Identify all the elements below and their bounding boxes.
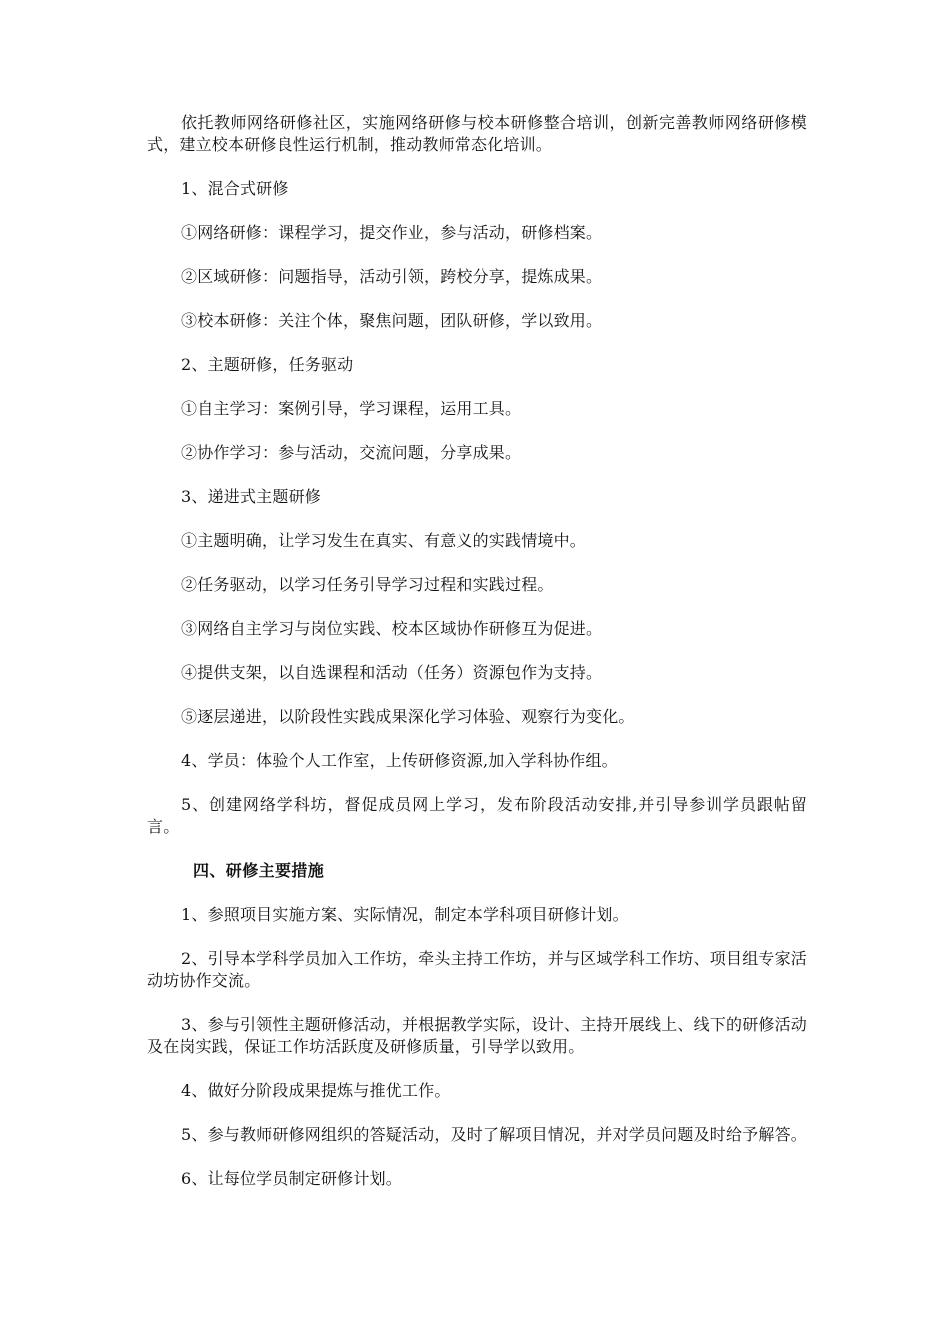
measure-item: 2、引导本学科学员加入工作坊，牵头主持工作坊，并与区域学科工作坊、项目组专家活动坊协作交流。 [147,949,807,990]
item-self-learning: ①自主学习：案例引导，学习课程，运用工具。 [181,399,522,418]
item-create-workshop: 5、创建网络学科坊，督促成员网上学习，发布阶段活动安排,并引导参训学员跟帖留言。 [147,795,807,836]
measure-item: 4、做好分阶段成果提炼与推优工作。 [181,1081,451,1100]
item-clear-theme: ①主题明确，让学习发生在真实、有意义的实践情境中。 [181,531,587,550]
section-heading: 四、研修主要措施 [193,861,325,880]
item-step-by-step: ⑤逐层递进，以阶段性实践成果深化学习体验、观察行为变化。 [181,707,635,726]
item-collab-learning: ②协作学习：参与活动，交流问题，分享成果。 [181,443,522,462]
item-students: 4、学员：体验个人工作室，上传研修资源,加入学科协作组。 [181,751,618,770]
item-theme-research: 2、主题研修，任务驱动 [181,355,354,374]
item-mutual-promotion: ③网络自主学习与岗位实践、校本区域协作研修互为促进。 [181,619,603,638]
item-support: ④提供支架，以自选课程和活动（任务）资源包作为支持。 [181,663,603,682]
item-mixed-research: 1、混合式研修 [181,179,289,198]
measure-item: 1、参照项目实施方案、实际情况，制定本学科项目研修计划。 [181,905,629,924]
measure-item: 5、参与教师研修网组织的答疑活动，及时了解项目情况，并对学员问题及时给予解答。 [181,1125,807,1144]
document-body [147,112,807,1212]
item-regional-research: ②区域研修：问题指导，活动引领，跨校分享，提炼成果。 [181,267,603,286]
item-progressive-research: 3、递进式主题研修 [181,487,321,506]
item-online-research: ①网络研修：课程学习，提交作业，参与活动，研修档案。 [181,223,603,242]
intro-paragraph: 依托教师网络研修社区，实施网络研修与校本研修整合培训，创新完善教师网络研修模式，建立校本研修良性运行机制，推动教师常态化培训。 [147,113,807,154]
item-school-research: ③校本研修：关注个体，聚焦问题，团队研修，学以致用。 [181,311,603,330]
item-task-driven: ②任务驱动，以学习任务引导学习过程和实践过程。 [181,575,554,594]
measure-item: 6、让每位学员制定研修计划。 [181,1169,402,1188]
measure-item: 3、参与引领性主题研修活动，并根据教学实际，设计、主持开展线上、线下的研修活动及在岗实践，保证工作坊活跃度及研修质量，引导学以致用。 [147,1015,807,1056]
